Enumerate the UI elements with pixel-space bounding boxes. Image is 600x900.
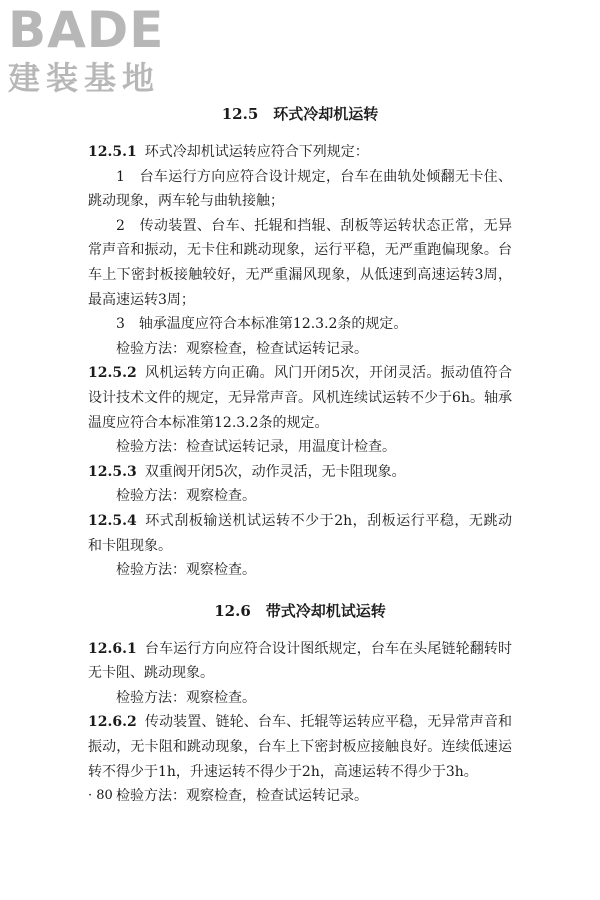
page-content (88, 100, 512, 809)
inspection-method: 检验方法：观察检查。 (116, 488, 256, 505)
clause-12-5-2 (88, 361, 512, 435)
page-number: · 80 · (88, 788, 122, 803)
clause-text: 环式冷却机试运转应符合下列规定： (144, 144, 369, 160)
watermark-subtitle: 建装基地 (8, 59, 161, 97)
inspection-method: 检验方法：观察检查。 (116, 562, 256, 579)
clause-text: 台车运行方向应符合设计图纸规定，台车在头尾链轮翻转时无卡阻、跳动现象。 (88, 640, 512, 682)
inspection-method: 检验方法：观察检查，检查试运转记录。 (116, 788, 368, 805)
clause-12-5-4 (88, 509, 512, 558)
section-title: 12.5 环式冷却机运转 (221, 105, 379, 123)
watermark-brand: BADE (8, 1, 165, 59)
clause-12-6-2 (88, 710, 512, 784)
clause-number: 12.5.3 (88, 463, 137, 480)
clause-12-6-1 (88, 637, 512, 686)
inspection-method: 检验方法：检查试运转记录，用温度计检查。 (116, 439, 396, 456)
clause-text: 双重阀开闭5次，动作灵活，无卡阻现象。 (144, 463, 406, 480)
list-item: 3 轴承温度应符合本标准第12.3.2条的规定。 (116, 316, 408, 333)
clause-text: 风机运转方向正确。风门开闭5次，开闭灵活。振动值符合设计技术文件的规定，无异常声音。风机连续试运转不少于6h。轴承温度应符合本标准第12.3.2条的规定。 (88, 365, 512, 431)
watermark-logo (8, 1, 188, 100)
clause-number: 12.5.1 (88, 144, 137, 160)
clause-number: 12.6.2 (88, 714, 137, 731)
clause-number: 12.5.2 (88, 365, 137, 382)
clause-number: 12.5.4 (88, 512, 137, 529)
list-item: 2 传动装置、台车、托辊和挡辊、刮板等运转状态正常，无异常声音和振动，无卡住和跳动现象，运行平稳，无严重跑偏现象。台车上下密封板接触较好，无严重漏风现象，从低速到高速运转3周，最高速运转3周； (88, 217, 512, 308)
clause-text: 环式刮板输送机试运转不少于2h，刮板运行平稳，无跳动和卡阻现象。 (88, 512, 512, 554)
section-title: 12.6 带式冷却机试运转 (214, 601, 386, 620)
list-item: 1 台车运行方向应符合设计规定，台车在曲轨处倾翻无卡住、跳动现象，两车轮与曲轨接触； (88, 168, 512, 210)
inspection-method: 检验方法：观察检查。 (116, 689, 256, 706)
clause-number: 12.6.1 (88, 640, 137, 657)
clause-12-5-3 (88, 460, 512, 485)
clause-text: 传动装置、链轮、台车、托辊等运转应平稳，无异常声音和振动，无卡阻和跳动现象，台车上下密封板应接触良好。连续低速运转不得少于1h，升速运转不得少于2h，高速运转不得少于3h。 (88, 714, 512, 780)
inspection-method: 检验方法：观察检查，检查试运转记录。 (116, 340, 368, 357)
clause-12-5-1 (88, 140, 512, 165)
